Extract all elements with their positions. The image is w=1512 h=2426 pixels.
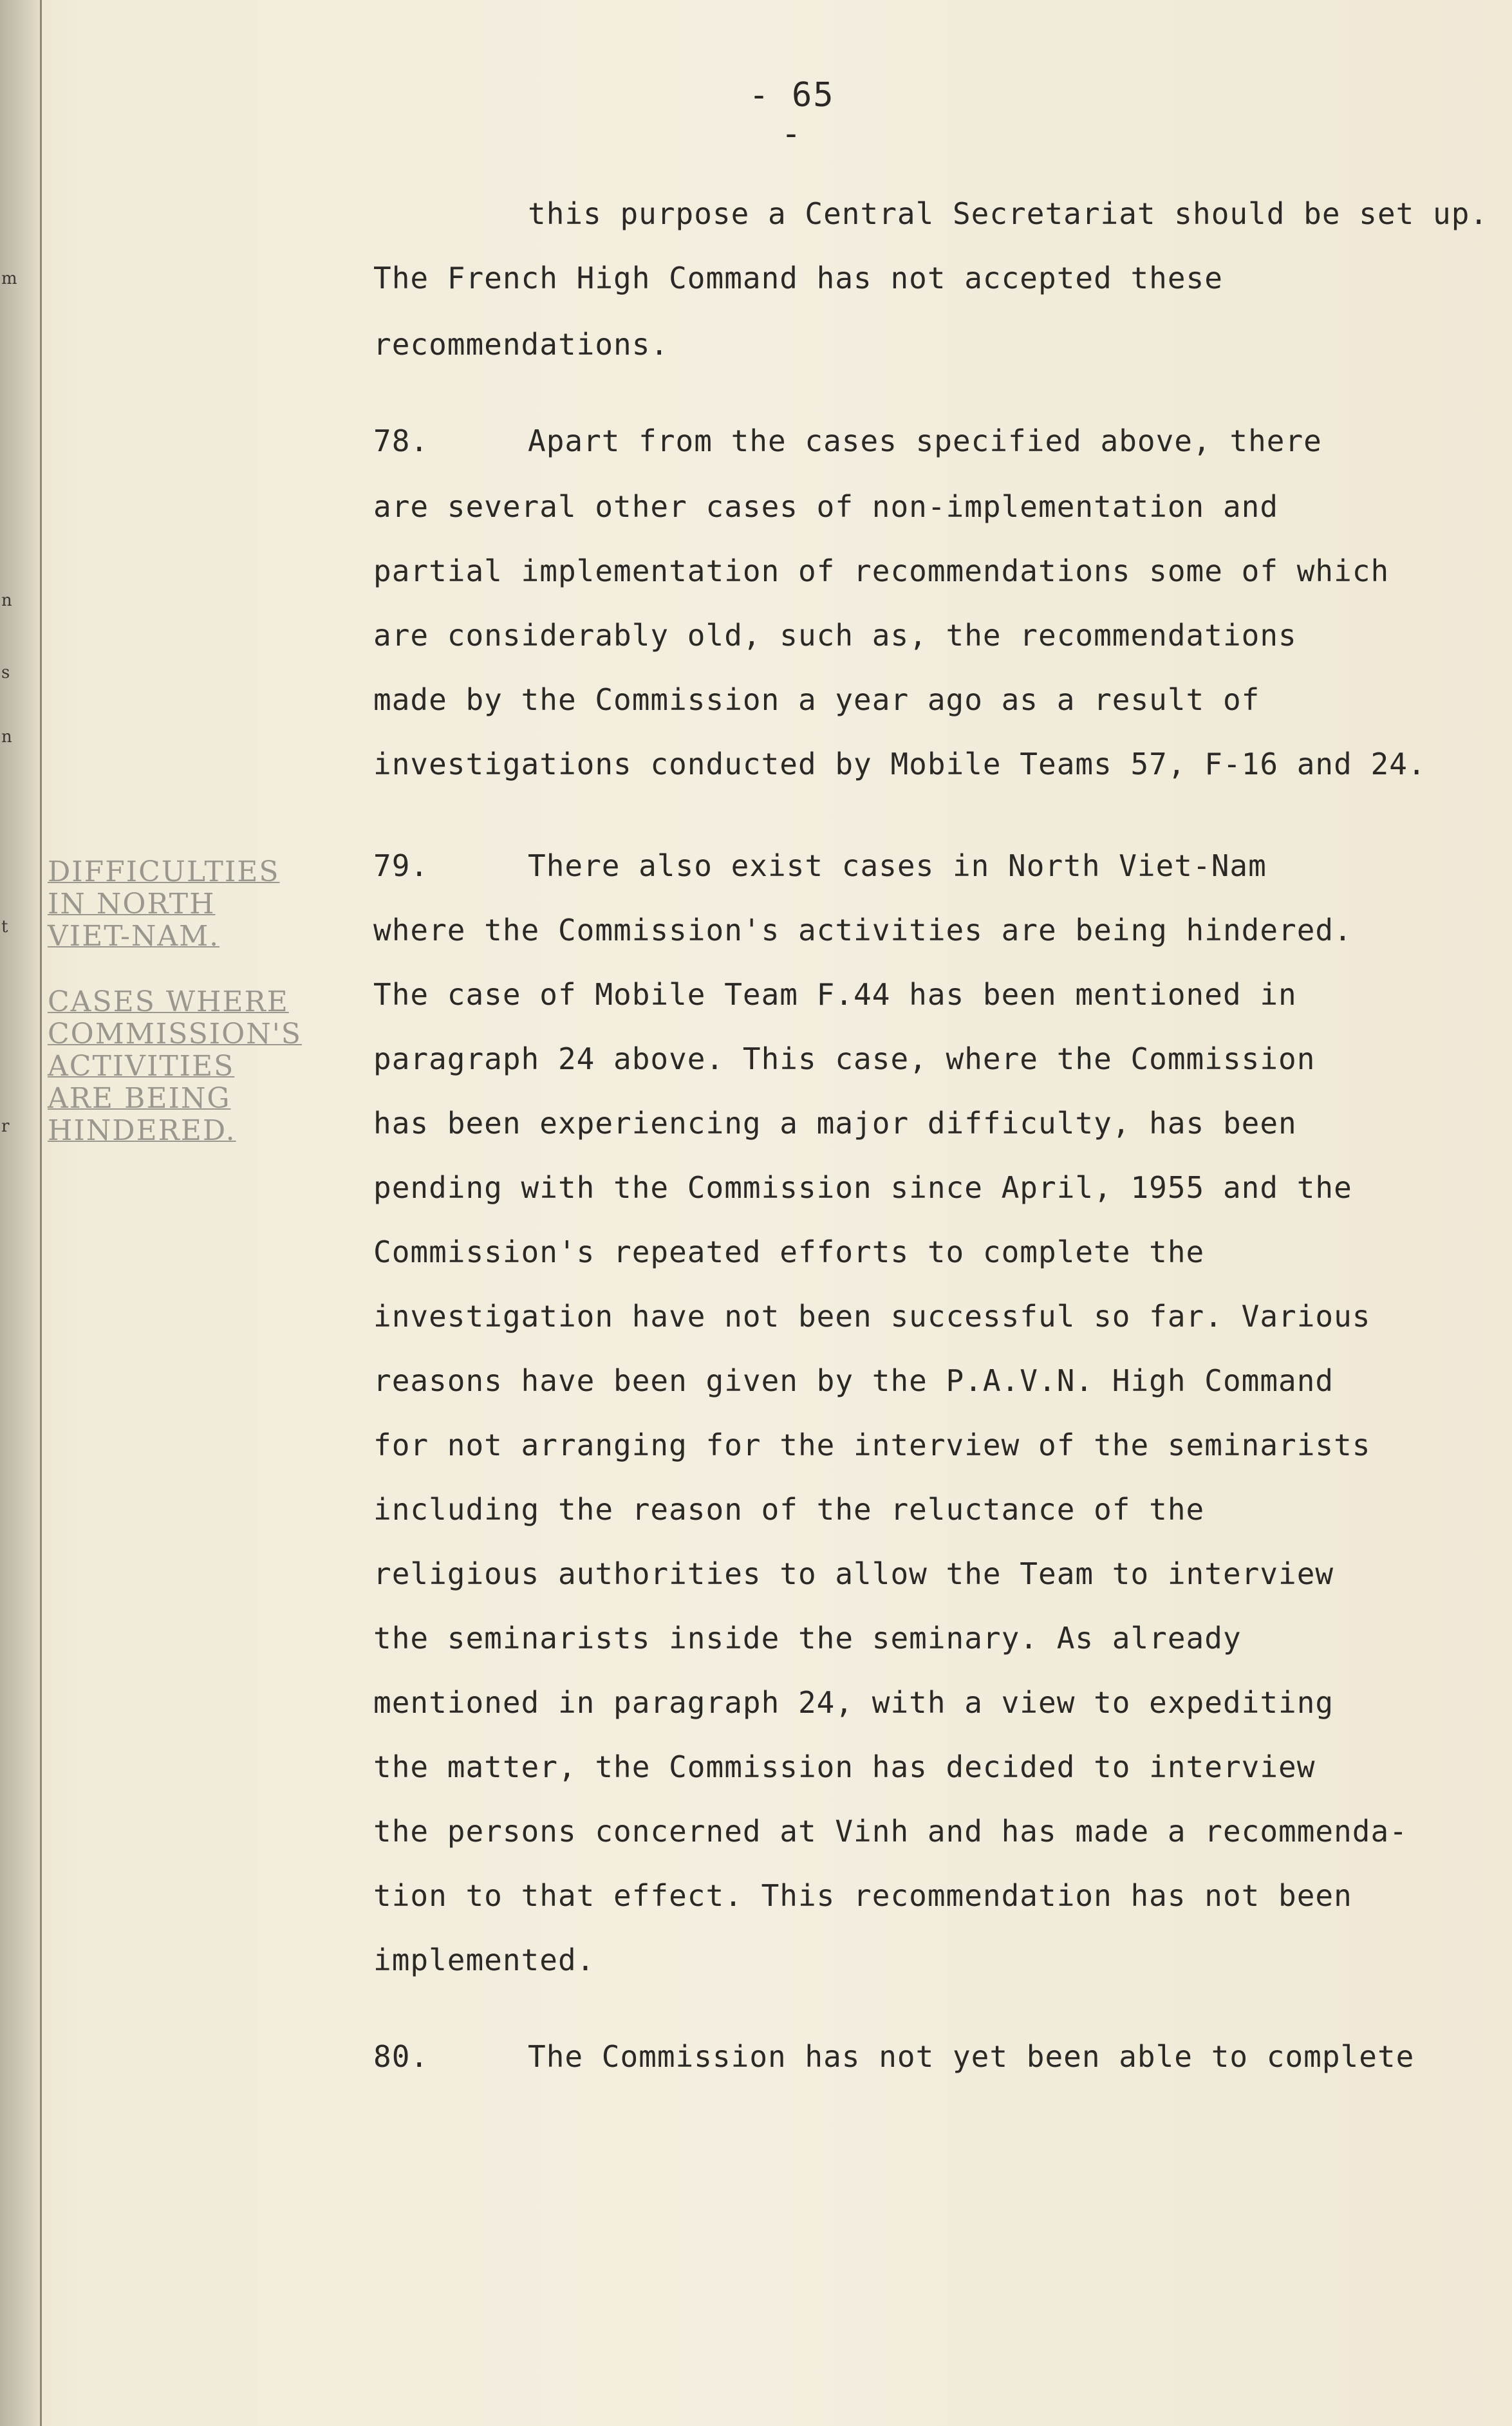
body-text: investigations conducted by Mobile Teams 57, F-16 and 24. xyxy=(373,747,1426,781)
body-line xyxy=(373,913,1352,947)
binding-mark: n xyxy=(1,727,12,747)
paragraph-number: 78. xyxy=(373,424,429,458)
body-text: recommendations. xyxy=(373,327,669,362)
body-line xyxy=(373,1878,1352,1913)
binding-mark: t xyxy=(1,917,8,937)
body-line xyxy=(373,618,1297,653)
body-text: are considerably old, such as, the recommendations xyxy=(373,618,1297,653)
body-line xyxy=(373,196,1488,231)
body-text: the persons concerned at Vinh and has made a recommenda- xyxy=(373,1814,1408,1849)
body-line xyxy=(373,1235,1204,1269)
body-text: Commission's repeated efforts to complete the xyxy=(373,1235,1205,1269)
body-text: tion to that effect. This recommendation has not been xyxy=(373,1878,1352,1913)
margin-note-line: DIFFICULTIES xyxy=(48,855,280,888)
body-line xyxy=(373,1106,1297,1141)
body-line xyxy=(373,2039,1414,2074)
body-line xyxy=(373,1556,1334,1591)
body-line xyxy=(373,1299,1371,1334)
page-number: - 65 - xyxy=(749,76,835,153)
body-line xyxy=(373,1750,1315,1784)
margin-note-line: CASES WHERE xyxy=(48,985,289,1018)
body-text: religious authorities to allow the Team to interview xyxy=(373,1556,1334,1591)
margin-note-line: COMMISSION'S xyxy=(48,1018,302,1050)
body-line xyxy=(373,1363,1334,1398)
body-line xyxy=(373,977,1297,1012)
margin-note-line: ARE BEING xyxy=(48,1082,231,1115)
body-text: implemented. xyxy=(373,1943,595,1977)
margin-note-line: ACTIVITIES xyxy=(48,1050,235,1083)
body-line xyxy=(373,1943,595,1977)
body-text: partial implementation of recommendations some of which xyxy=(373,554,1390,588)
margin-note-line: HINDERED. xyxy=(48,1114,236,1147)
margin-note-line: IN NORTH xyxy=(48,888,216,920)
body-text: paragraph 24 above. This case, where the Commission xyxy=(373,1041,1316,1076)
body-line xyxy=(373,554,1389,588)
body-line xyxy=(373,747,1426,781)
binding-mark: s xyxy=(1,663,10,682)
body-text: pending with the Commission since April, 1955 and the xyxy=(373,1170,1352,1205)
body-text: the seminarists inside the seminary. As already xyxy=(373,1621,1242,1656)
body-text: are several other cases of non-implementation and xyxy=(373,489,1279,524)
margin-note-difficulties xyxy=(48,856,279,953)
body-line xyxy=(373,1170,1352,1205)
body-text: mentioned in paragraph 24, with a view to expediting xyxy=(373,1685,1334,1720)
body-text: where the Commission's activities are being hindered. xyxy=(373,913,1352,947)
body-line xyxy=(373,1685,1334,1720)
body-line xyxy=(373,1621,1242,1656)
body-line xyxy=(373,848,1267,883)
body-text: made by the Commission a year ago as a result of xyxy=(373,682,1260,717)
body-text: reasons have been given by the P.A.V.N. High Command xyxy=(373,1363,1334,1398)
body-text: investigation have not been successful so far. Various xyxy=(373,1299,1371,1334)
paragraph-number: 80. xyxy=(373,2039,429,2074)
body-text: The case of Mobile Team F.44 has been mentioned in xyxy=(373,977,1297,1012)
body-text: The Commission has not yet been able to complete xyxy=(528,2039,1415,2074)
body-text: The French High Command has not accepted these xyxy=(373,261,1223,295)
body-text: this purpose a Central Secretariat should be set up. xyxy=(528,196,1489,231)
body-text: for not arranging for the interview of the seminarists xyxy=(373,1428,1371,1462)
body-line xyxy=(373,1814,1408,1849)
body-text: Apart from the cases specified above, there xyxy=(528,424,1322,458)
body-line xyxy=(373,1492,1204,1527)
paragraph-number: 79. xyxy=(373,848,429,883)
body-text: has been experiencing a major difficulty, has been xyxy=(373,1106,1297,1141)
margin-note-line: VIET-NAM. xyxy=(48,920,220,953)
body-line xyxy=(373,261,1223,295)
body-text: including the reason of the reluctance of the xyxy=(373,1492,1205,1527)
body-line xyxy=(373,1041,1315,1076)
body-line xyxy=(373,1428,1371,1462)
body-line xyxy=(373,424,1322,458)
body-text: There also exist cases in North Viet-Nam xyxy=(528,848,1267,883)
binding-edge xyxy=(0,0,42,2426)
binding-mark: n xyxy=(1,591,12,610)
margin-note-cases xyxy=(48,986,302,1147)
body-line xyxy=(373,327,669,362)
binding-mark: m xyxy=(1,269,17,288)
body-text: the matter, the Commission has decided to interview xyxy=(373,1750,1316,1784)
body-line xyxy=(373,489,1278,524)
binding-mark: r xyxy=(1,1117,10,1136)
body-line xyxy=(373,682,1260,717)
